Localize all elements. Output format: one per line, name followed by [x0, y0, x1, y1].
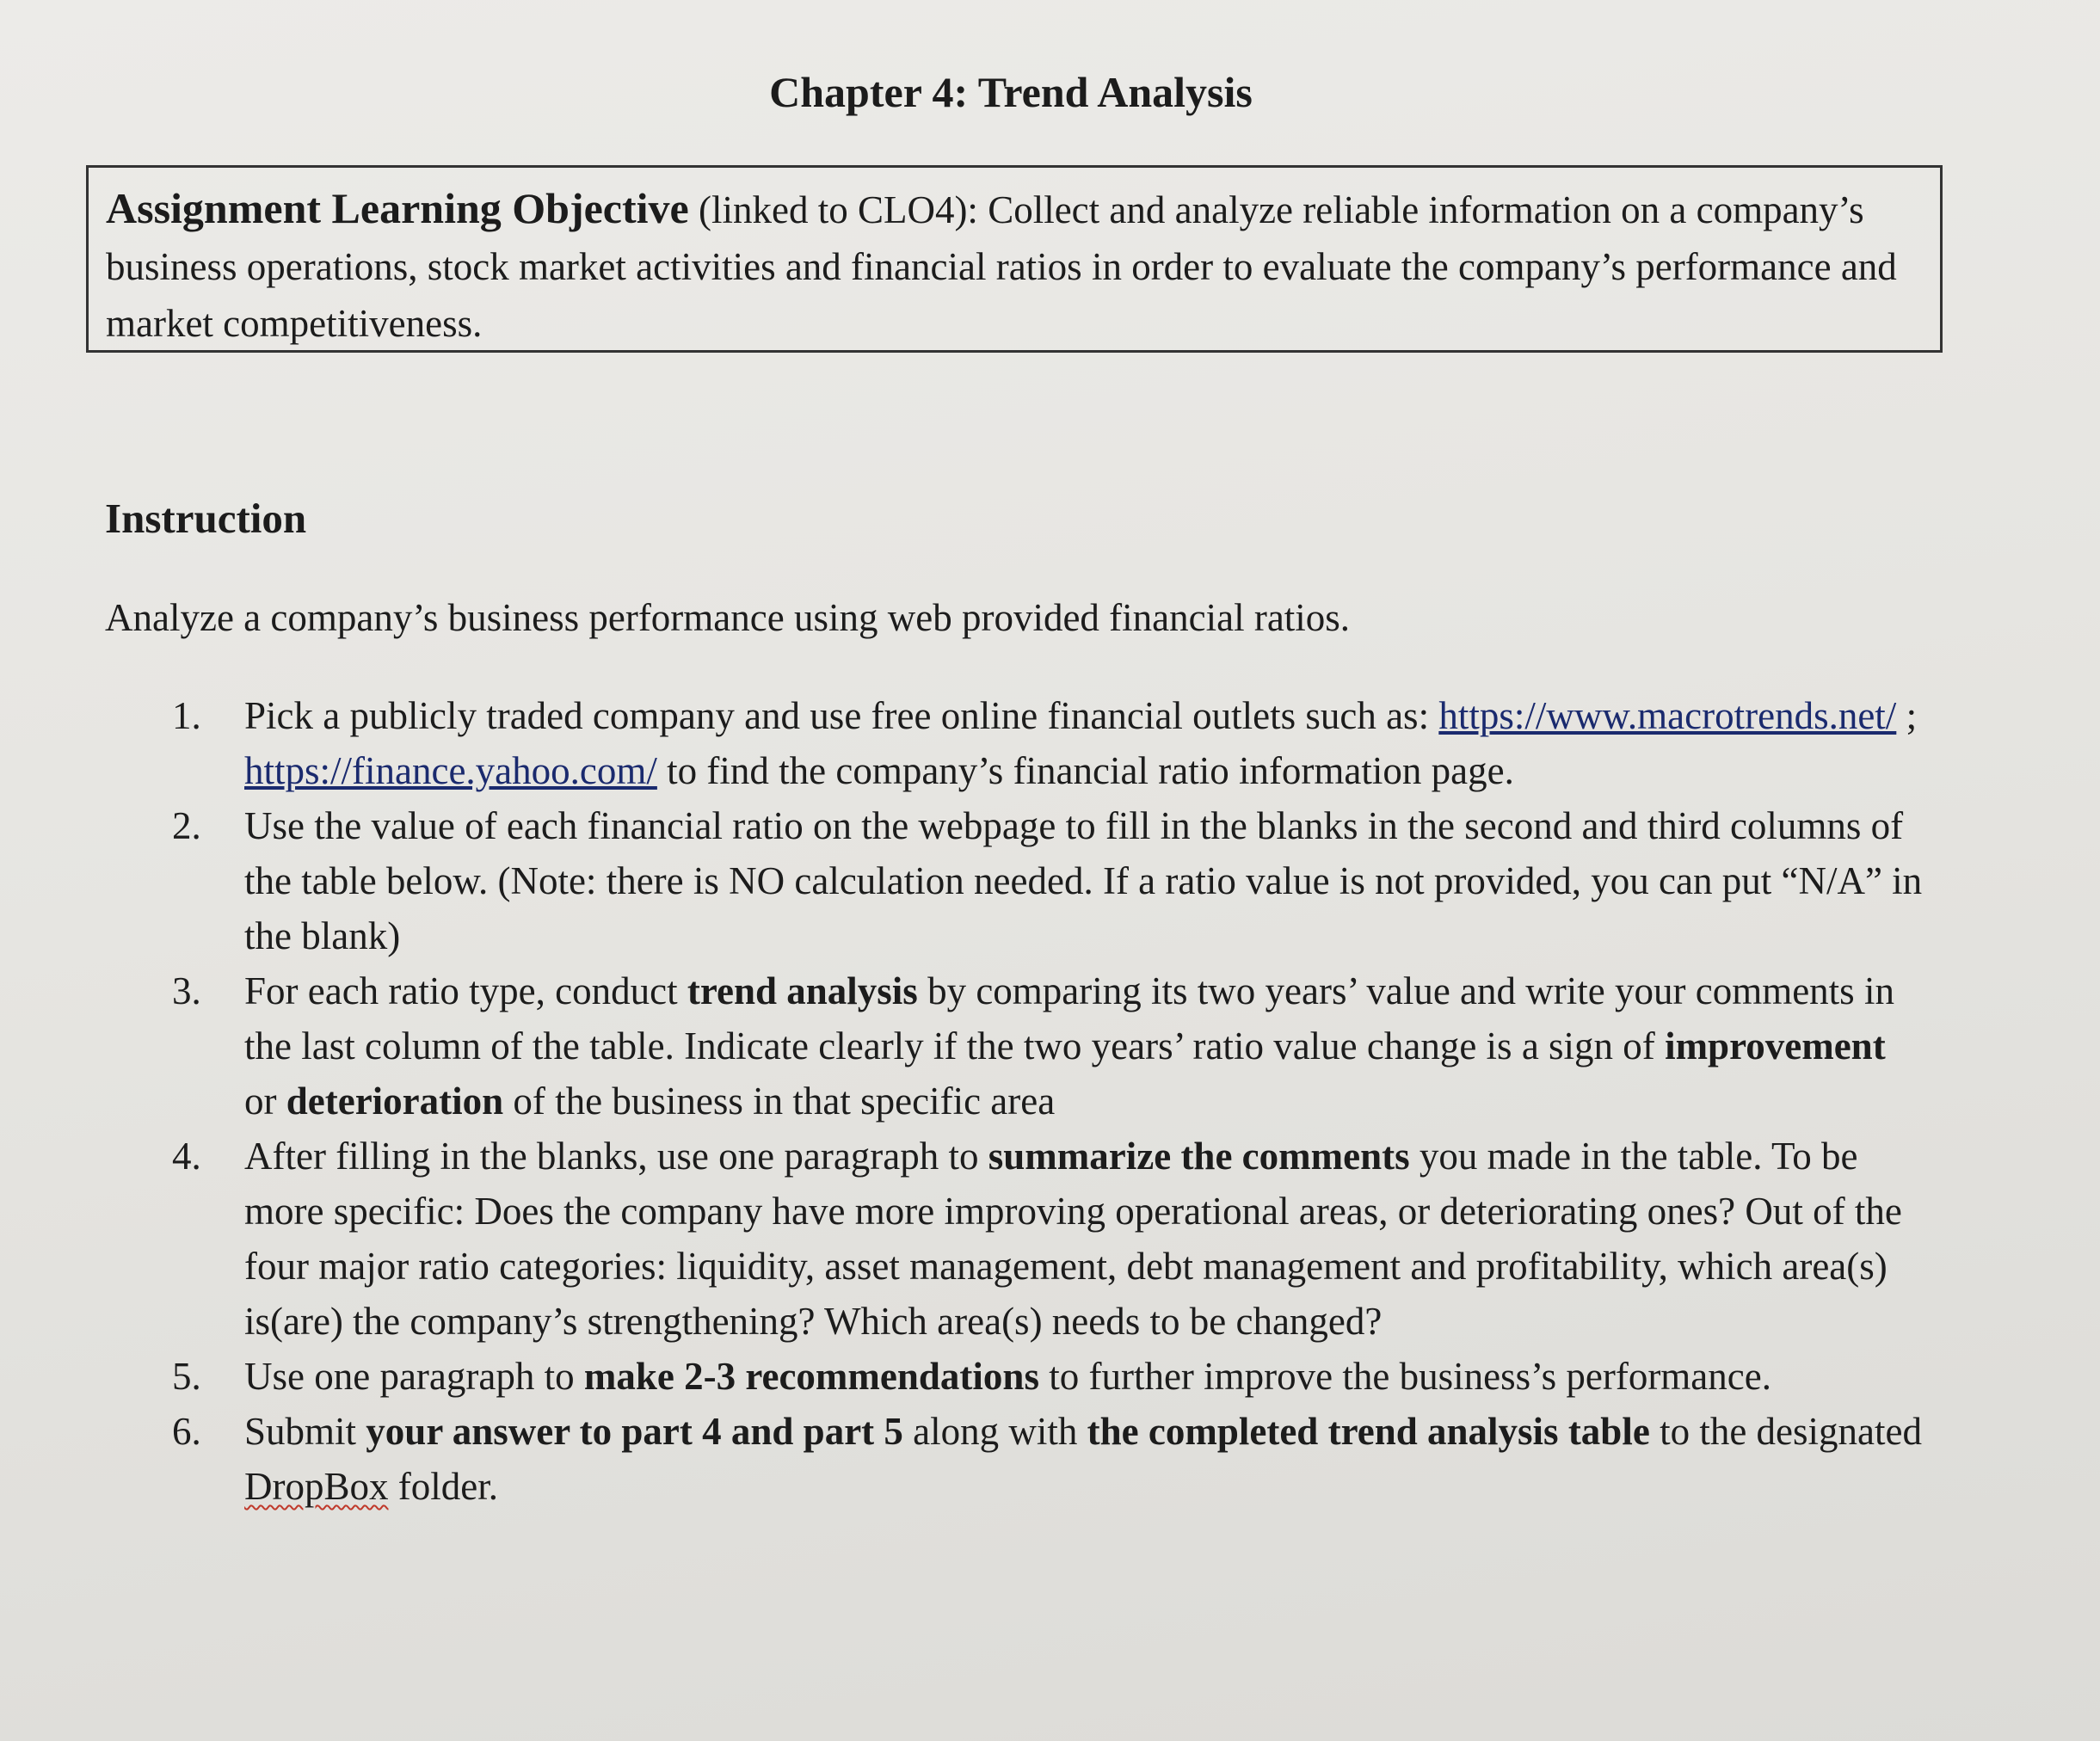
step-bold-text: improvement — [1665, 1024, 1886, 1067]
step-bold-text: the completed trend analysis table — [1087, 1410, 1650, 1453]
step-text: you made in the table. To be more specific: Does the company have more improving operational areas, or deteriorating ones? Out of the four major ratio categories: liquidity, asset management, debt management and profitability, which area(s) is(are) the company’s strengthening? Which area(s) needs to be changed? — [244, 1135, 1902, 1343]
step-bold-text: make 2-3 recommendations — [583, 1355, 1039, 1398]
macrotrends-link[interactable]: https://www.macrotrends.net/ — [1438, 694, 1897, 737]
objective-text: (linked to CLO4): Collect and analyze reliable information on a company’s business operations, stock market activities and financial ratios in order to evaluate the company’s performance and market competitiveness. — [106, 188, 1897, 345]
step-bold-text: deterioration — [286, 1080, 504, 1123]
step-6 — [172, 1404, 1927, 1514]
learning-objective-box — [86, 165, 1943, 353]
step-text: folder. — [388, 1465, 498, 1508]
step-text: Pick a publicly traded company and use free online financial outlets such as: — [244, 694, 1439, 737]
instruction-steps — [172, 688, 1927, 1514]
step-text: or — [244, 1080, 286, 1123]
step-bold-text: trend analysis — [687, 969, 918, 1012]
yahoo-finance-link[interactable]: https://finance.yahoo.com/ — [244, 749, 657, 792]
step-text: to further improve the business’s performance. — [1038, 1355, 1771, 1398]
step-3 — [172, 963, 1927, 1129]
step-text: of the business in that specific area — [503, 1080, 1056, 1123]
step-text: to the designated — [1649, 1410, 1922, 1453]
step-text: For each ratio type, conduct — [244, 969, 687, 1012]
step-bold-text: summarize the comments — [988, 1135, 1410, 1178]
step-2 — [172, 798, 1927, 963]
step-text: ; — [1896, 694, 1918, 737]
step-5 — [172, 1349, 1927, 1404]
step-1 — [172, 688, 1927, 798]
step-text: After filling in the blanks, use one paragraph to — [244, 1135, 988, 1178]
step-number: 4. — [172, 1135, 201, 1178]
instruction-heading: Instruction — [105, 495, 307, 542]
step-text: Use the value of each financial ratio on the webpage to fill in the blanks in the second and third columns of the table below. (Note: there is NO calculation needed. If a ratio value is not provided, you can put “N/A” in the blank) — [244, 804, 1923, 957]
dropbox-spellcheck-word: DropBox — [244, 1465, 389, 1508]
step-number: 1. — [172, 694, 201, 737]
page-title: Chapter 4: Trend Analysis — [769, 68, 1253, 116]
step-number: 2. — [172, 804, 201, 847]
objective-lead: Assignment Learning Objective — [106, 184, 689, 232]
step-4 — [172, 1129, 1927, 1349]
step-text: along with — [902, 1410, 1087, 1453]
instruction-intro: Analyze a company’s business performance using web provided financial ratios. — [105, 596, 1351, 639]
step-text: Submit — [244, 1410, 366, 1453]
step-number: 6. — [172, 1410, 201, 1453]
step-number: 3. — [172, 969, 201, 1012]
step-number: 5. — [172, 1355, 201, 1398]
step-text: Use one paragraph to — [244, 1355, 584, 1398]
step-text: by comparing its two years’ value and write your comments in the last column of the table. Indicate clearly if the two years’ ratio value change is a sign of — [244, 969, 1894, 1067]
step-text: to find the company’s financial ratio information page. — [656, 749, 1514, 792]
step-bold-text: your answer to part 4 and part 5 — [366, 1410, 903, 1453]
